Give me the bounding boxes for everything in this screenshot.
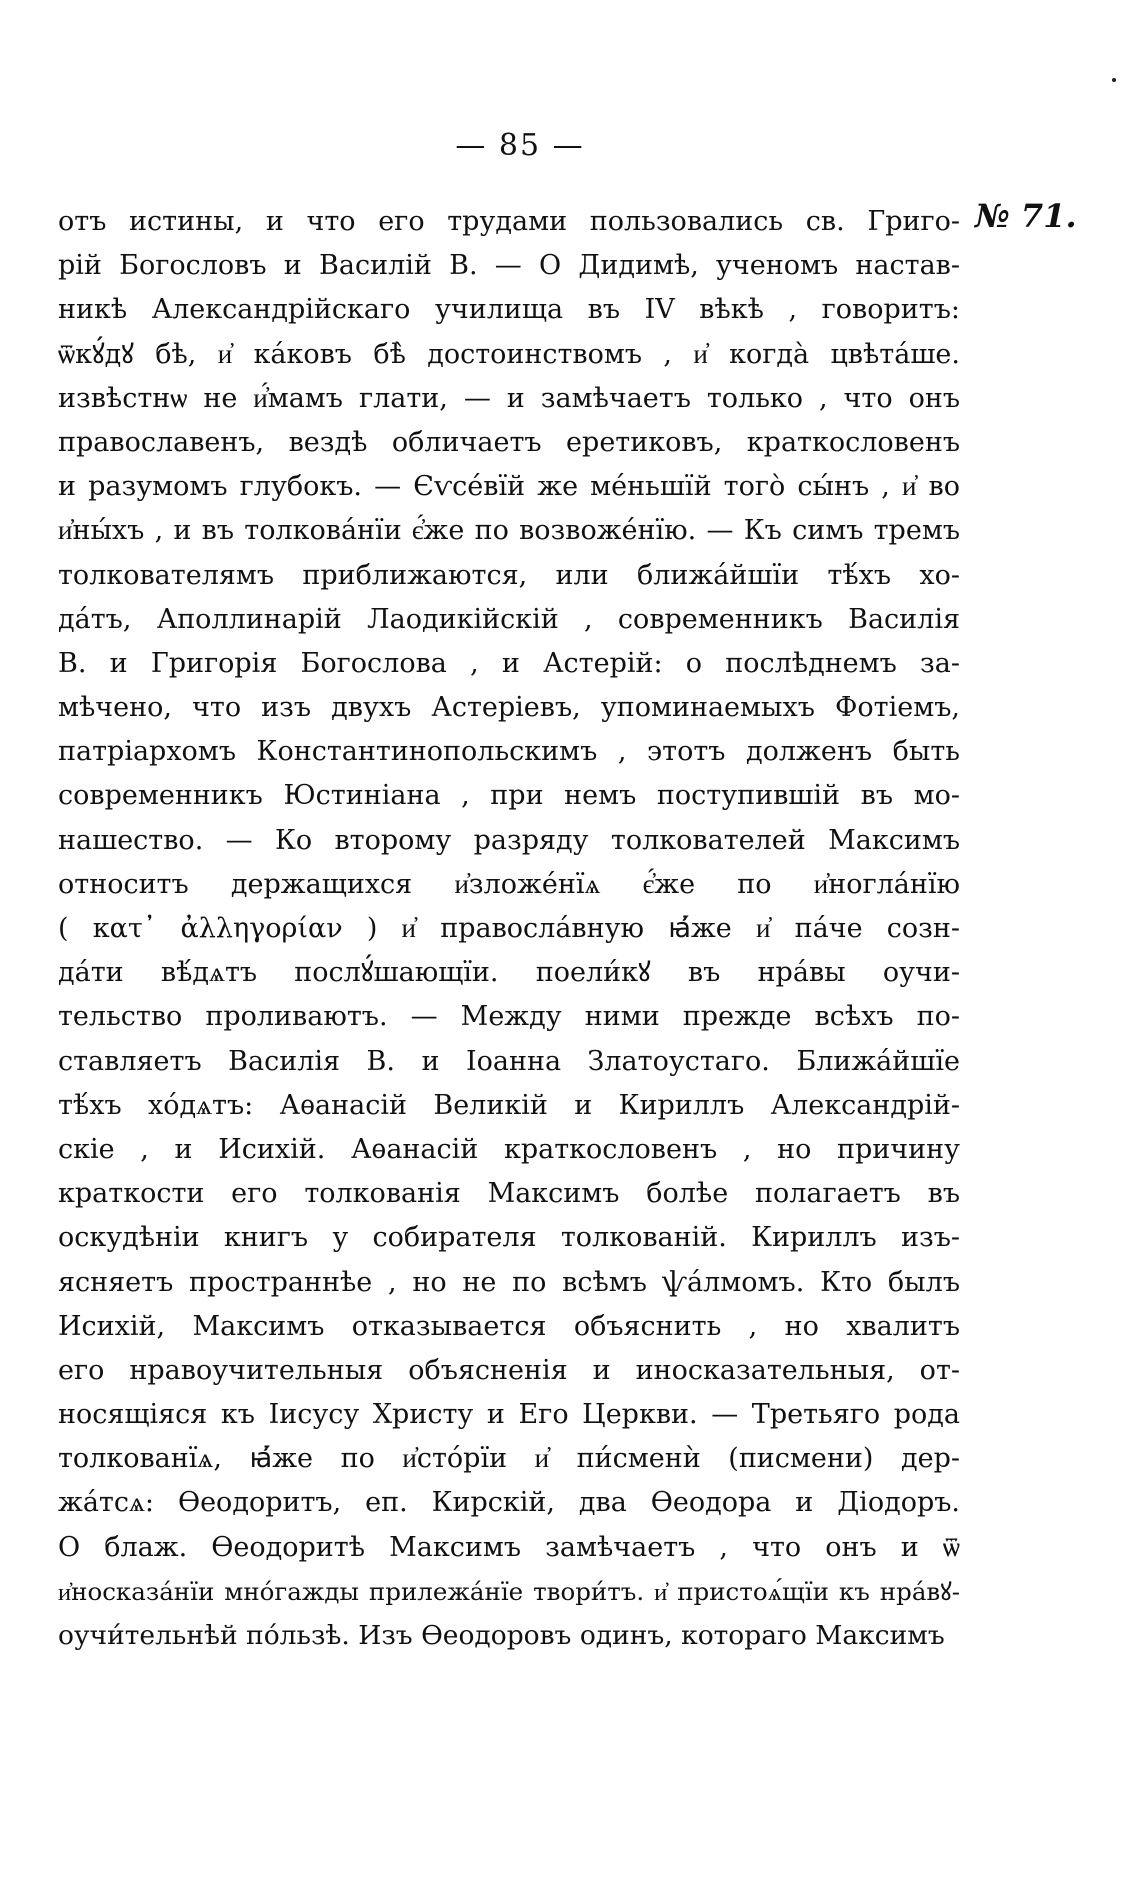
text-line: носящіяся къ Іисусу Христу и Его Церкви. — Третьяго рода: [58, 1399, 960, 1431]
text-line: ясняетъ пространнѣе , но не по всѣмъ ѱа́лмомъ. Кто былъ: [58, 1266, 960, 1298]
text-line: относитъ держащихся и҆зложе́нїѧ є҆́же по и҆ногла́нїю: [58, 868, 960, 900]
text-line: рій Богословъ и Василій В. — О Дидимѣ, ученомъ настав-: [58, 250, 960, 282]
text-line: толкователямъ приближаются, или ближа́йшїи тѣ́хъ хо-: [58, 559, 960, 591]
ink-speck: [1112, 78, 1116, 82]
text-line: тѣ́хъ хо́дѧтъ: Аѳанасій Великій и Кириллъ Александрій-: [58, 1089, 960, 1121]
text-line: краткости его толкованія Максимъ болѣе полагаетъ въ: [58, 1178, 960, 1210]
text-line: мѣчено, что изъ двухъ Астеріевъ, упоминаемыхъ Фотіемъ,: [58, 692, 960, 724]
text-line: ( κατ᾽ ἀλληγορίαν ) и҆ правосла́вную ꙗ҆́же и҆ па́че созн-: [58, 913, 960, 944]
text-line: оскудѣніи книгъ у собирателя толкованій. Кириллъ изъ-: [58, 1222, 960, 1254]
text-line: его нравоучительныя объясненія и иносказательныя, от-: [58, 1354, 960, 1386]
text-line: отъ истины, и что его трудами пользовались св. Григо-: [58, 206, 960, 237]
text-line: Исихій, Максимъ отказывается объяснить , но хвалитъ: [58, 1310, 960, 1342]
text-line: В. и Григорія Богослова , и Астерій: о послѣднемъ за-: [58, 647, 960, 679]
text-line: жа́тсѧ: Ѳеодоритъ, еп. Кирскій, два Ѳеодора и Діодоръ.: [58, 1487, 960, 1519]
text-line: скіе , и Исихій. Аѳанасій краткословенъ , но причину: [58, 1133, 960, 1165]
text-line: православенъ, вездѣ обличаетъ еретиковъ, краткословенъ: [58, 426, 960, 458]
text-line: тельство проливаютъ. — Между ними прежде всѣхъ по-: [58, 1001, 960, 1033]
text-line: да́тъ, Аполлинарій Лаодикійскій , современникъ Василія: [58, 603, 960, 635]
margin-note: № 71.: [975, 197, 1077, 235]
text-line: ѿкꙋ́дꙋ бѣ, и҆ ка́ковъ бѣ̀ достоинствомъ , и҆ когда̀ цвѣта́ше.: [58, 338, 960, 370]
text-line: оучи́тельнѣй по́льзѣ. Изъ Ѳеодоровъ одинъ, котораго Максимъ: [58, 1620, 945, 1651]
text-line: ставляетъ Василія В. и Іоанна Златоустаго. Ближа́йшїе: [58, 1045, 960, 1077]
text-line: и разумомъ глубокъ. — Єѵсе́вїй же ме́ньшїй того̀ сы́нъ , и҆ во: [58, 471, 960, 503]
text-line: извѣстнѡ не и҆́мамъ глати, — и замѣчаетъ только , что онъ: [58, 382, 960, 414]
text-line: толкованїѧ, ꙗ҆́же по и҆сто́рїи и҆ пи́сменѝ (писмени) дер-: [58, 1443, 960, 1475]
text-line: патріархомъ Константинопольскимъ , этотъ долженъ быть: [58, 736, 960, 768]
text-line: О блаж. Ѳеодоритѣ Максимъ замѣчаетъ , что онъ и ѿ: [58, 1531, 960, 1563]
text-line: никѣ Александрійскаго училища въ IV вѣкѣ , говоритъ:: [58, 294, 960, 326]
text-line: и҆ны́хъ , и въ толкова́нїи є҆́же по возвоже́нїю. — Къ симъ тремъ: [58, 515, 960, 547]
text-line: и҆носказа́нїи мно́гажды прилежа́нїе твори́тъ. и҆ пристоѧ́щїи къ нра́вꙋ-: [58, 1576, 960, 1606]
page-number: — 85 —: [455, 128, 585, 163]
text-line: современникъ Юстиніана , при немъ поступившій въ мо-: [58, 780, 960, 812]
body-text: [58, 200, 960, 1658]
text-line: да́ти вѣ́дѧтъ послꙋ́шающїи. поели́кꙋ въ нра́вы оучи-: [58, 957, 960, 989]
text-line: нашество. — Ко второму разряду толкователей Максимъ: [58, 824, 960, 856]
